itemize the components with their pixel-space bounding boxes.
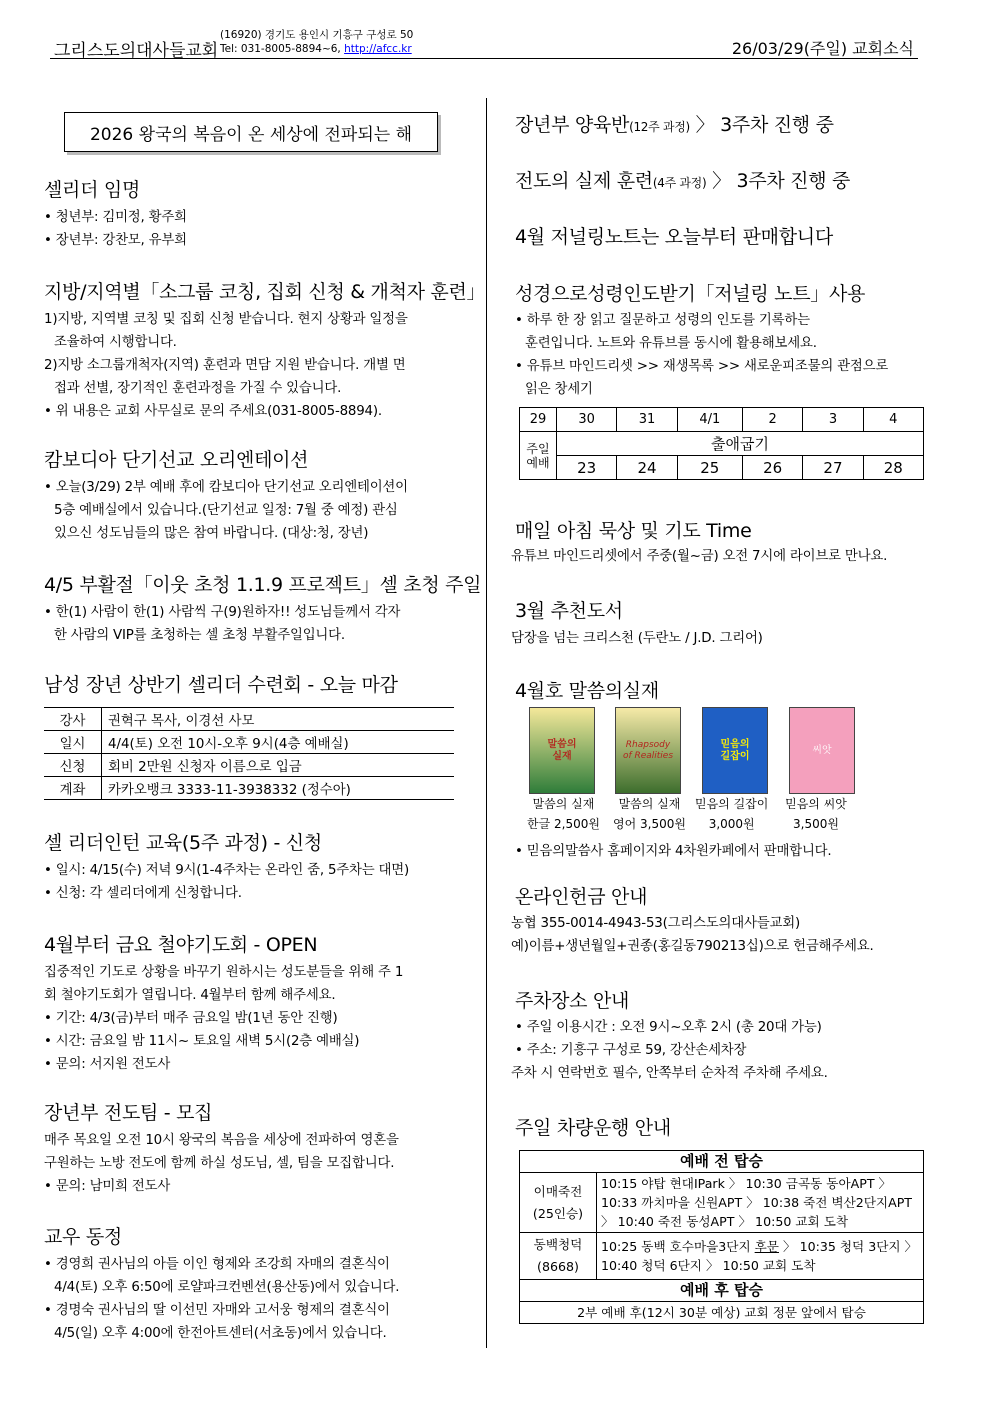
progress-text: 〉 3주차 진행 중	[712, 170, 851, 192]
section-devotional-books	[515, 676, 935, 863]
retreat-table	[44, 707, 454, 800]
column-divider	[486, 98, 487, 1348]
table-row	[520, 1173, 924, 1233]
table-row	[520, 1151, 924, 1173]
tel: Tel: 031-8005-8894~6,	[220, 43, 341, 55]
table-row: 29 30 31 4/1 2 3 4	[520, 408, 924, 432]
cal-row-label: 주일 예배	[520, 432, 557, 480]
text-line: 유튜브 마인드리셋에서 주중(월~금) 오전 7시에 라이브로 만나요.	[511, 549, 888, 564]
text-line: • 경명숙 권사님의 딸 이선민 자매와 고서웅 형제의 결혼식이	[44, 1303, 390, 1318]
website-link[interactable]: http://afcc.kr	[344, 43, 412, 55]
table-row: 계좌 카카오뱅크 3333-11-3938332 (정수아)	[44, 777, 454, 800]
section-title: 전도의 실제 훈련	[515, 170, 653, 192]
section-title: 셀리더 임명	[44, 179, 141, 201]
section-title: 매일 아침 묵상 및 기도 Time	[515, 520, 752, 542]
church-name: 그리스도의대사들교회	[54, 41, 219, 61]
book-item: 씨앗 믿음의 씨앗 3,500원	[783, 707, 849, 834]
text-line: • 주일 이용시간 : 오전 9시~오후 2시 (총 20대 가능)	[515, 1020, 822, 1035]
course-length: (4주 과정)	[652, 176, 707, 190]
after-service-text: 2부 예배 후(12시 30분 예상) 교회 정문 앞에서 탑승	[520, 1302, 924, 1324]
course-length: (12주 과정)	[629, 120, 690, 134]
text-line: • 유튜브 마인드리셋 >> 재생목록 >> 새로운피조물의 관점으로	[515, 359, 889, 374]
route-stops: 10:15 야탑 현대IPark 〉 10:30 금곡동 동아APT 〉 10:33 까치마을 신원APT 〉 10:38 죽전 벽산2단지APT 〉 10:40 죽전 동성APT 〉 10:50 교회 도착	[597, 1173, 924, 1233]
text-line: • 믿음의말씀사 홈페이지와 4차원카페에서 판매합니다.	[515, 844, 832, 859]
section-title: 셀 리더인턴 교육(5주 과정) - 신청	[44, 832, 322, 854]
section-title: 주차장소 안내	[515, 990, 630, 1012]
reading-calendar	[519, 407, 924, 480]
text-line: • 문의: 남미희 전도사	[44, 1179, 171, 1194]
section-title: 캄보디아 단기선교 오리엔테이션	[44, 449, 309, 471]
table-row: 강사 권혁구 목사, 이경선 사모	[44, 708, 454, 731]
bulletin-date: 26/03/29(주일) 교회소식	[731, 39, 914, 58]
section-title: 장년부 양육반	[515, 114, 630, 136]
table-row	[520, 1302, 924, 1324]
section-journaling-sale	[515, 222, 935, 249]
text-line: • 신청: 각 셀리더에게 신청합니다.	[44, 886, 242, 901]
section-nurture-class	[515, 110, 935, 137]
route-name: 동백청덕 (8668)	[520, 1233, 597, 1280]
address: (16920) 경기도 용인시 기흥구 구성로 50	[220, 29, 414, 41]
book-item: Rhapsody of Realities 말씀의 실재 영어 3,500원	[613, 707, 686, 834]
table-row	[520, 1280, 924, 1302]
section-title: 남성 장년 상반기 셀리더 수련회 - 오늘 마감	[44, 674, 398, 696]
text-line: 5층 예배실에서 있습니다.(단기선교 일정: 7월 중 예정) 관심	[54, 503, 398, 518]
book-cover: 씨앗	[789, 707, 855, 794]
shuttle-table	[519, 1150, 924, 1324]
section-evangelism-training	[515, 166, 935, 193]
text-line: 4/5(일) 오후 4:00에 한전아트센터(서초동)에서 있습니다.	[54, 1326, 387, 1341]
text-line: • 문의: 서지원 전도사	[44, 1057, 171, 1072]
section-title: 4/5 부활절「이웃 초청 1.1.9 프로젝트」셀 초청 주일	[44, 574, 482, 596]
section-morning-prayer	[511, 516, 935, 568]
text-line: • 하루 한 장 읽고 질문하고 성령의 인도를 기록하는	[515, 313, 810, 328]
text-line: 담장을 넘는 크리스천 (두란노 / J.D. 그리어)	[511, 631, 763, 646]
section-title: 온라인헌금 안내	[515, 886, 648, 908]
table-row	[520, 1233, 924, 1280]
text-line: 있으신 성도님들의 많은 참여 바랍니다. (대상:청, 장년)	[54, 526, 369, 541]
section-title: 4월부터 금요 철야기도회 - OPEN	[44, 934, 318, 956]
book-list	[515, 707, 935, 842]
after-service-header: 예배 후 탑승	[520, 1280, 924, 1302]
section-evangelism	[44, 1098, 456, 1198]
text-line: 예)이름+생년월일+권종(홍길동790213십)으로 헌금해주세요.	[511, 939, 874, 954]
section-shuttle	[515, 1113, 935, 1324]
route-name: 이매죽전 (25인승)	[520, 1173, 597, 1233]
text-line: 읽은 창세기	[525, 382, 593, 397]
book-cover: 말씀의 실재	[529, 707, 595, 794]
text-line: • 경영희 권사님의 아들 이인 형제와 조강희 자매의 결혼식이	[44, 1257, 390, 1272]
text-line: 훈련입니다. 노트와 유튜브를 동시에 활용해보세요.	[525, 336, 817, 351]
section-title: 장년부 전도팀 - 모집	[44, 1102, 213, 1124]
text-line: • 한(1) 사람이 한(1) 사람씩 구(9)원하자!! 성도님들께서 각자	[44, 605, 401, 620]
table-row: 일시 4/4(토) 오전 10시-오후 9시(4층 예배실)	[44, 731, 454, 754]
text-line: 한 사람의 VIP를 초청하는 셀 초청 부활주일입니다.	[54, 628, 345, 643]
table-row: 23 24 25 26 27 28	[520, 456, 924, 480]
section-cambodia	[44, 445, 456, 545]
text-line: 매주 목요일 오전 10시 왕국의 복음을 세상에 전파하여 영혼을	[44, 1133, 399, 1148]
section-title: 성경으로성령인도받기「저널링 노트」사용	[515, 283, 866, 305]
text-line: • 오늘(3/29) 2부 예배 후에 캄보디아 단기선교 오리엔테이션이	[44, 480, 408, 495]
text-line: • 주소: 기흥구 구성로 59, 강산손세차장	[515, 1043, 747, 1058]
section-title: 3월 추천도서	[515, 600, 623, 622]
section-cell-leaders	[44, 175, 456, 252]
table-row	[520, 432, 924, 456]
text-line: 구원하는 노방 전도에 함께 하실 성도님, 셀, 팀을 모집합니다.	[44, 1156, 395, 1171]
table-row: 신청 회비 2만원 신청자 이름으로 입금	[44, 754, 454, 777]
section-title: 4월 저널링노트는 오늘부터 판매합니다	[515, 226, 833, 248]
section-online-offering	[511, 882, 935, 958]
section-leader-intern	[44, 828, 456, 905]
section-title: 4월호 말씀의실재	[515, 680, 659, 702]
book-cover: 믿음의 길잡이	[702, 707, 768, 794]
section-friday-prayer	[44, 930, 456, 1076]
progress-text: 〉 3주차 진행 중	[695, 114, 834, 136]
route-stops: 10:25 동백 호수마을3단지 후문 〉 10:35 청덕 3단지 〉 10:40 청덕 6단지 〉 10:50 교회 도착	[597, 1233, 924, 1280]
section-journaling-note	[515, 279, 935, 480]
text-line: 접과 선별, 장기적인 훈련과정을 가질 수 있습니다.	[54, 381, 342, 396]
text-line: 회 철야기도회가 열립니다. 4월부터 함께 해주세요.	[44, 988, 336, 1003]
text-line: • 청년부: 김미정, 황주희	[44, 210, 187, 225]
section-easter	[44, 570, 482, 647]
section-title: 교우 동정	[44, 1226, 122, 1248]
book-item: 말씀의 실재 말씀의 실재 한글 2,500원	[527, 707, 600, 834]
text-line: 조율하여 시행합니다.	[54, 335, 177, 350]
cal-book: 출애굽기	[557, 432, 924, 456]
text-line: 주차 시 연락번호 필수, 안쪽부터 순차적 주차해 주세요.	[511, 1066, 828, 1081]
section-title: 주일 차량운행 안내	[515, 1117, 671, 1139]
text-line: • 시간: 금요일 밤 11시~ 토요일 새벽 5시(2층 예배실)	[44, 1034, 360, 1049]
text-line: • 일시: 4/15(수) 저녁 9시(1-4주차는 온라인 줌, 5주차는 대면)	[44, 863, 410, 878]
section-coaching	[44, 277, 486, 423]
book-cover: Rhapsody of Realities	[615, 707, 681, 794]
text-line: 집중적인 기도로 상황을 바꾸기 원하시는 성도분들을 위해 주 1	[44, 965, 404, 980]
section-retreat	[44, 670, 456, 800]
page-header	[50, 28, 918, 59]
text-line: 1)지방, 지역별 코칭 및 집회 신청 받습니다. 현지 상황과 일정을	[44, 312, 408, 327]
section-title: 지방/지역별「소그룹 코칭, 집회 신청 & 개척자 훈련」	[44, 281, 486, 303]
text-line: • 기간: 4/3(금)부터 매주 금요일 밤(1년 동안 진행)	[44, 1011, 338, 1026]
text-line: 2)지방 소그룹개척자(지역) 훈련과 면담 지원 받습니다. 개별 면	[44, 358, 406, 373]
text-line: • 장년부: 강찬모, 유부희	[44, 233, 187, 248]
section-parking	[511, 986, 935, 1085]
year-theme: 2026 왕국의 복음이 온 세상에 전파되는 해	[64, 112, 438, 152]
section-recommended-book	[511, 596, 935, 650]
contact-info	[220, 28, 413, 56]
book-item: 믿음의 길잡이 믿음의 길잡이 3,000원	[695, 707, 768, 834]
text-line: 농협 355-0014-4943-53(그리스도의대사들교회)	[511, 916, 800, 931]
section-member-news	[44, 1222, 456, 1345]
before-service-header: 예배 전 탑승	[520, 1151, 924, 1173]
text-line: • 위 내용은 교회 사무실로 문의 주세요(031-8005-8894).	[44, 404, 382, 419]
text-line: 4/4(토) 오후 6:50에 로얄파크컨벤션(용산동)에서 있습니다.	[54, 1280, 400, 1295]
